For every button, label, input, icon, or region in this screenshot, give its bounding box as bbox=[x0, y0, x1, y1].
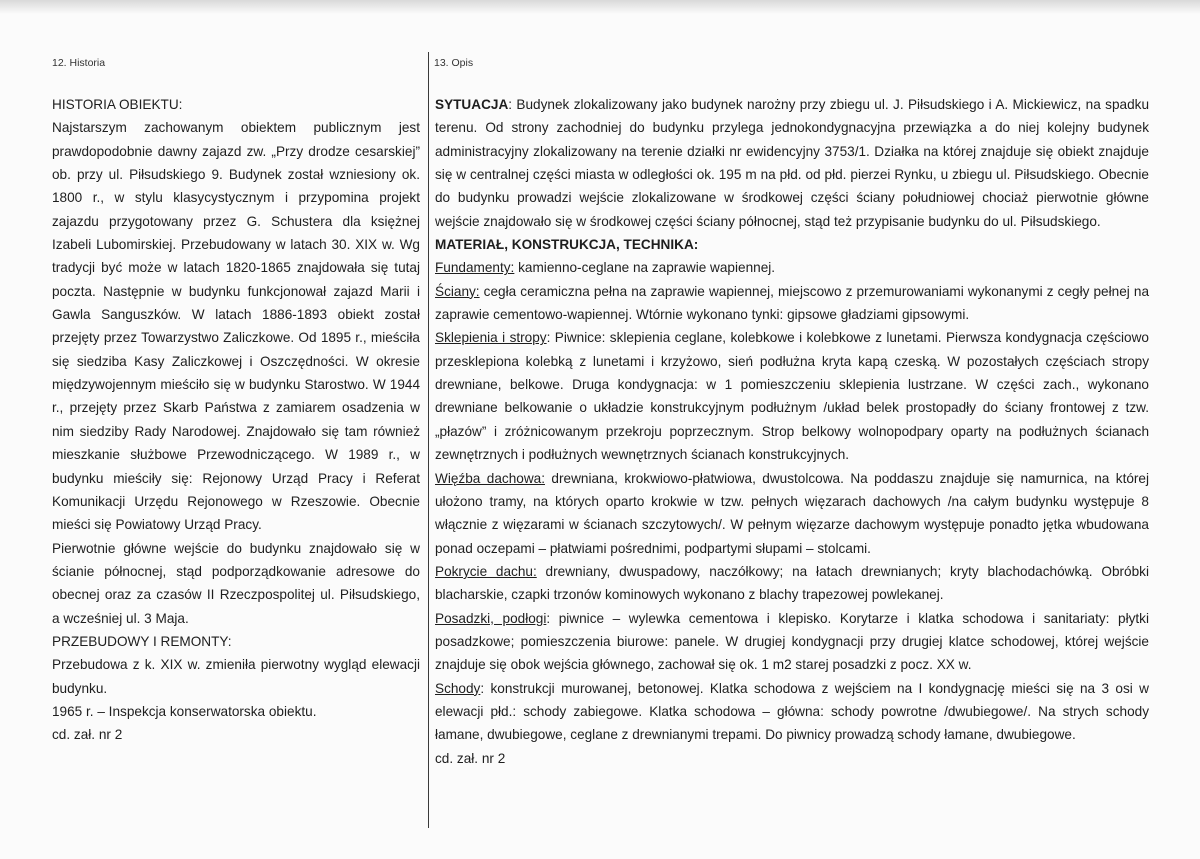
stairs-text: : konstrukcji murowanej, betonowej. Klatka schodowa z wejściem na I kondygnację mieści się na 3 osi w elewacji płd.: schody zabiegowe. Klatka schodowa – główna: schody powrotne /dwubiegowe/. Na strych schody łamane, dwubiegowe, ceglane z drewnianymi trepami. Do piwnicy prowadzą schody łamane, dwubiegowe. bbox=[435, 680, 1149, 743]
rebuild-heading: PRZEBUDOWY I REMONTY: bbox=[52, 633, 232, 649]
walls-paragraph bbox=[435, 280, 1149, 327]
history-paragraph-entrance: Pierwotnie główne wejście do budynku znajdowało się w ścianie północnej, stąd podporządkowanie adresowe do obecnej oraz za czasów II Rzeczpospolitej ul. Piłsudskiego, a wcześniej ul. 3 Maja. bbox=[52, 540, 420, 626]
foundations-label: Fundamenty: bbox=[435, 260, 515, 276]
roof-truss-text: drewniana, krokwiowo-płatwiowa, dwustolcowa. Na poddaszu znajduje się namurnica, na której ułożono tramy, na których oparto krokwie w tzw. pełnych więzarach dachowych /na całym budynku występuje 8 włącznie z więzarami w ścianach szczytowych/. W pełnym więzarze dachowym występuje ponadto jętka wbudowana ponad oczepami – płatwiami pośrednimi, podpartymi słupami – stolcami. bbox=[435, 470, 1150, 556]
scan-edge bbox=[0, 0, 1200, 14]
floors-text: : piwnice – wylewka cementowa i klepisko. Korytarze i klatka schodowa i sanitariaty: płytki posadzkowe; pomieszczenia biurowe: panele. W drugiej kondygnacji przy drugiej klatce schodowej, której wejście znajduje się obok wejścia głównego, zachował się ok. 1 m2 starej posadzki z pocz. XX w. bbox=[435, 610, 1149, 673]
section-label-opis: 13. Opis bbox=[434, 57, 474, 69]
roof-truss-paragraph bbox=[435, 467, 1149, 560]
walls-text: cegła ceramiczna pełna na zaprawie wapiennej, miejscowo z przemurowaniami wykonanymi z cegły pełnej na zaprawie cementowo-wapiennej. Wtórnie wykonano tynki: gipsowe gładziami gipsowymi. bbox=[435, 283, 1149, 323]
situation-paragraph bbox=[435, 93, 1149, 233]
history-heading: HISTORIA OBIEKTU: bbox=[52, 97, 183, 112]
rebuild-paragraph: Przebudowa z k. XIX w. zmieniła pierwotny wygląd elewacji budynku. bbox=[52, 657, 420, 696]
roof-cover-label: Pokrycie dachu: bbox=[435, 563, 537, 579]
material-heading: MATERIAŁ, KONSTRUKCJA, TECHNIKA: bbox=[435, 237, 699, 253]
vaults-text: : Piwnice: sklepienia ceglane, kolebkowe i kolebkowe z lunetami. Pierwsza kondygnacja częściowo przesklepiona kolebką z lunetami i krzyżowo, sień podłużna kryta kapą czeską. W pozostałych częściach stropy drewniane, belkowe. Druga kondygnacja: w 1 pomieszczeniu sklepienia lustrzane. W części zach., wykonano drewniane belkowanie o układzie konstrukcyjnym podłużnym /układ belek prostopadły do ściany frontowej z tzw. „płazów” i zróżnicowanym przekroju poprzecznym. Strop belkowy wolnopodpary oparty na podłużnych ścianach zewnętrznych i podłużnych wewnętrznych ścianach konstrukcyjnych. bbox=[435, 330, 1149, 463]
continuation-note: cd. zał. nr 2 bbox=[52, 727, 123, 743]
vaults-paragraph bbox=[435, 326, 1149, 466]
description-column bbox=[435, 93, 1149, 770]
situation-label: SYTUACJA bbox=[435, 97, 509, 112]
continuation-note: cd. zał. nr 2 bbox=[435, 750, 506, 766]
floors-label: Posadzki, podłogi bbox=[435, 610, 547, 626]
stairs-paragraph bbox=[435, 677, 1149, 747]
history-column bbox=[52, 93, 420, 747]
history-paragraph: Najstarszym zachowanym obiektem publicznym jest prawdopodobnie dawny zajazd zw. „Przy drodze cesarskiej” ob. przy ul. Piłsudskiego 9. Budynek został wzniesiony ok. 1800 r., w stylu klasycystycznym i przypomina projekt zajazdu przygotowany przez G. Schustera dla księżnej Izabeli Lubomirskiej. Przebudowany w latach 30. XIX w. Wg tradycji być może w latach 1820-1865 znajdowała się tutaj poczta. Następnie w budynku funkcjonował zajazd Marii i Gawla Sanguszków. W latach 1886-1893 obiekt został przejęty przez Towarzystwo Zaliczkowe. Od 1895 r., mieściła się siedziba Kasy Zaliczkowej i Oszczędności. W okresie międzywojennym mieściło się w budynku Starostwo. W 1944 r., przejęty przez Skarb Państwa z zamiarem osadzenia w nim siedziby Rady Narodowej. Znajdowało się tam również mieszkanie służbowe Przewodniczącego. W 1989 r., w budynku mieściły się: Rejonowy Urząd Pracy i Referat Komunikacji Urzędu Rejonowego w Rzeszowie. Obecnie mieści się Powiatowy Urząd Pracy. bbox=[52, 120, 420, 533]
roof-truss-label: Więźba dachowa: bbox=[435, 470, 545, 486]
roof-cover-paragraph bbox=[435, 560, 1149, 607]
column-divider bbox=[428, 52, 429, 828]
walls-label: Ściany: bbox=[435, 283, 480, 299]
foundations-paragraph bbox=[435, 256, 1149, 279]
foundations-text: kamienno-ceglane na zaprawie wapiennej. bbox=[514, 260, 776, 276]
floors-paragraph bbox=[435, 607, 1149, 677]
vaults-label: Sklepienia i stropy bbox=[435, 330, 547, 346]
rebuild-inspection: 1965 r. – Inspekcja konserwatorska obiektu. bbox=[52, 703, 317, 719]
section-label-historia: 12. Historia bbox=[52, 57, 106, 69]
situation-text: : Budynek zlokalizowany jako budynek narożny przy zbiegu ul. J. Piłsudskiego i A. Mickiewicz, na spadku terenu. Od strony zachodniej do budynku przylega jednokondygnacyjna przewiązka a do niej kolejny budynek administracyjny zlokalizowany na terenie działki nr ewidencyjny 3753/1. Działka na której znajduje się obiekt znajduje się w centralnej części miasta w odległości ok. 195 m na płd. od płd. pierzei Rynku, u zbiegu ul. Piłsudskiego. Obecnie do budynku prowadzi wejście zlokalizowane w środkowej części ściany południowej chociaż pierwotnie główne wejście znajdowało się w środkowej części ściany północnej, stąd też przypisanie budynku do ul. Piłsudskiego. bbox=[435, 97, 1149, 229]
roof-cover-text: drewniany, dwuspadowy, naczółkowy; na łatach drewnianych; kryty blachodachówką. Obróbki blacharskie, czapki trzonów kominowych wykonano z blachy trapezowej powlekanej. bbox=[435, 563, 1149, 603]
stairs-label: Schody bbox=[435, 680, 481, 696]
